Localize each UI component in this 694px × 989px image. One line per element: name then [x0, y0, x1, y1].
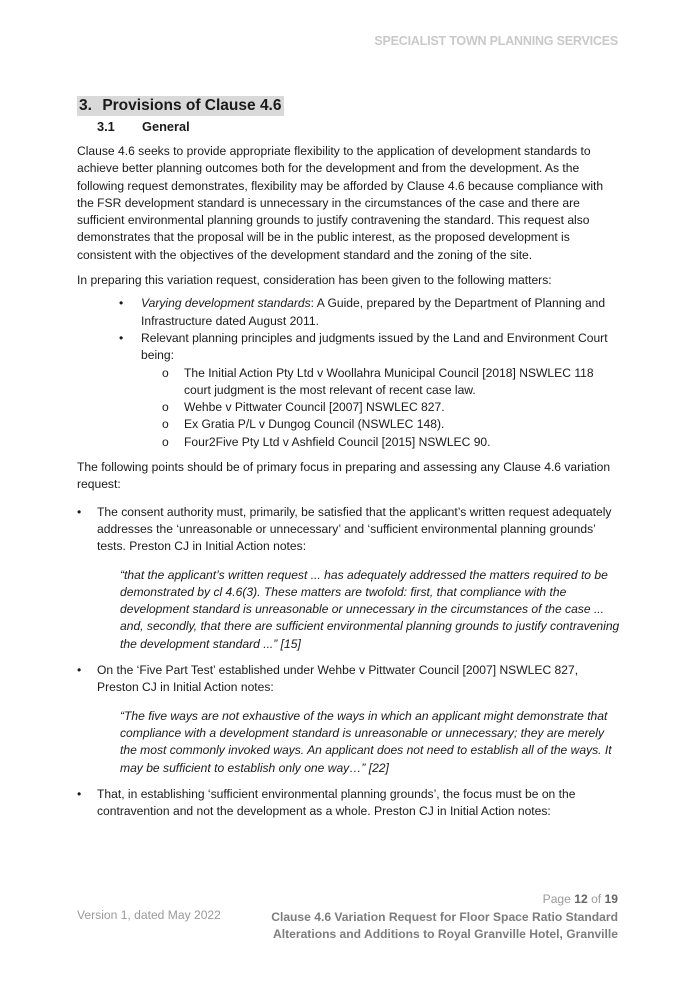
- footer-version: Version 1, dated May 2022: [77, 908, 221, 922]
- page-current: 12: [574, 892, 588, 906]
- case-text: Wehbe v Pittwater Council [2007] NSWLEC 827.: [184, 400, 445, 415]
- preparing-paragraph: In preparing this variation request, consideration has been given to the following matters:: [77, 273, 552, 288]
- list-item: [77, 662, 622, 777]
- list-item: [162, 365, 622, 400]
- list-item: [162, 434, 622, 451]
- circle-bullet-icon: o: [162, 434, 169, 449]
- circle-bullet-icon: o: [162, 400, 169, 415]
- focus-text: The consent authority must, primarily, be satisfied that the applicant’s written request adequately addresses the ‘unreasonable or unnecessary’ and ‘sufficient environmental planning grounds’ tests. Preston CJ in Initial Action notes:: [97, 504, 612, 554]
- footer-title-line1: Clause 4.6 Variation Request for Floor Space Ratio Standard: [271, 909, 618, 924]
- page-content: [77, 96, 622, 829]
- page-word: Page: [542, 892, 571, 906]
- section-number: 3.: [79, 97, 92, 114]
- case-text: Four2Five Pty Ltd v Ashfield Council [2015] NSWLEC 90.: [184, 434, 491, 449]
- section-heading: [77, 96, 284, 116]
- bullet-icon: •: [119, 330, 124, 345]
- court-item-text: Relevant planning principles and judgments issued by the Land and Environment Court being:: [141, 330, 608, 363]
- section-title: Provisions of Clause 4.6: [102, 97, 282, 114]
- bullet-icon: •: [119, 296, 124, 311]
- focus-text: On the ‘Five Part Test’ established under Wehbe v Pittwater Council [2007] NSWLEC 827, Preston CJ in Initial Action notes:: [97, 663, 579, 695]
- cases-list: [141, 365, 622, 451]
- page-of: of: [591, 892, 602, 906]
- guide-title: Varying development standards: [141, 296, 311, 311]
- quote-block: “that the applicant’s written request ... has adequately addressed the matters required to be demonstrated by cl 4.6(3). These matters are twofold: first, that compliance with the development standard is unreasonable or unnecessary in the circumstances of the case ... and, secondly, that there are sufficient environmental planning grounds to justify contravening the development standard ...” [15]: [120, 567, 620, 651]
- intro-paragraph: Clause 4.6 seeks to provide appropriate flexibility to the application of development standards to achieve better planning outcomes both for the development and from the development. As the following request demonstrates, flexibility may be afforded by Clause 4.6 because compliance with the FSR development standard is unnecessary in the circumstances of the case and there are sufficient environmental planning grounds to justify contravening the standard. This request also demonstrates that the proposal will be in the public interest, as the proposed development is consistent with the objectives of the development standard and the zoning of the site.: [77, 144, 604, 262]
- circle-bullet-icon: o: [162, 417, 169, 432]
- bullet-icon: •: [77, 504, 82, 519]
- bullet-icon: •: [77, 786, 82, 801]
- footer-info: [271, 891, 618, 944]
- circle-bullet-icon: o: [162, 365, 169, 380]
- header-brand: SPECIALIST TOWN PLANNING SERVICES: [374, 34, 618, 48]
- focus-list: [77, 504, 622, 821]
- list-item: [77, 786, 622, 821]
- focus-text: That, in establishing ‘sufficient environmental planning grounds’, the focus must be on the contravention and not the development as a whole. Preston CJ in Initial Action notes:: [97, 786, 576, 819]
- matters-list: [77, 295, 622, 451]
- footer-title-line2: Alterations and Additions to Royal Granville Hotel, Granville: [273, 927, 618, 941]
- list-item: [77, 504, 622, 653]
- bullet-icon: •: [77, 663, 82, 678]
- page-number: [271, 891, 618, 909]
- page-total: 19: [604, 892, 618, 906]
- list-item: [119, 330, 622, 451]
- case-text: Ex Gratia P/L v Dungog Council (NSWLEC 148).: [184, 417, 445, 432]
- subsection-number: 3.1: [97, 119, 115, 134]
- points-paragraph: The following points should be of primary focus in preparing and assessing any Clause 4.6 variation request:: [77, 460, 611, 492]
- section-heading-wrap: [77, 96, 622, 116]
- list-item: [162, 416, 622, 433]
- subsection-title: General: [142, 119, 190, 134]
- list-item: [162, 399, 622, 416]
- case-text: The Initial Action Pty Ltd v Woollahra Municipal Council [2018] NSWLEC 118 court judgment is the most relevant of recent case law.: [184, 365, 594, 397]
- guide-details: : A Guide, prepared by the Department of Planning and Infrastructure dated August 2011.: [141, 296, 606, 328]
- list-item: [119, 295, 622, 330]
- subsection-heading: [97, 118, 622, 136]
- quote-block: “The five ways are not exhaustive of the ways in which an applicant might demonstrate that compliance with a development standard is unreasonable or unnecessary; they are merely the most commonly invoked ways. An applicant does not need to establish all of the ways. It may be sufficient to establish only one way…” [22]: [120, 708, 612, 775]
